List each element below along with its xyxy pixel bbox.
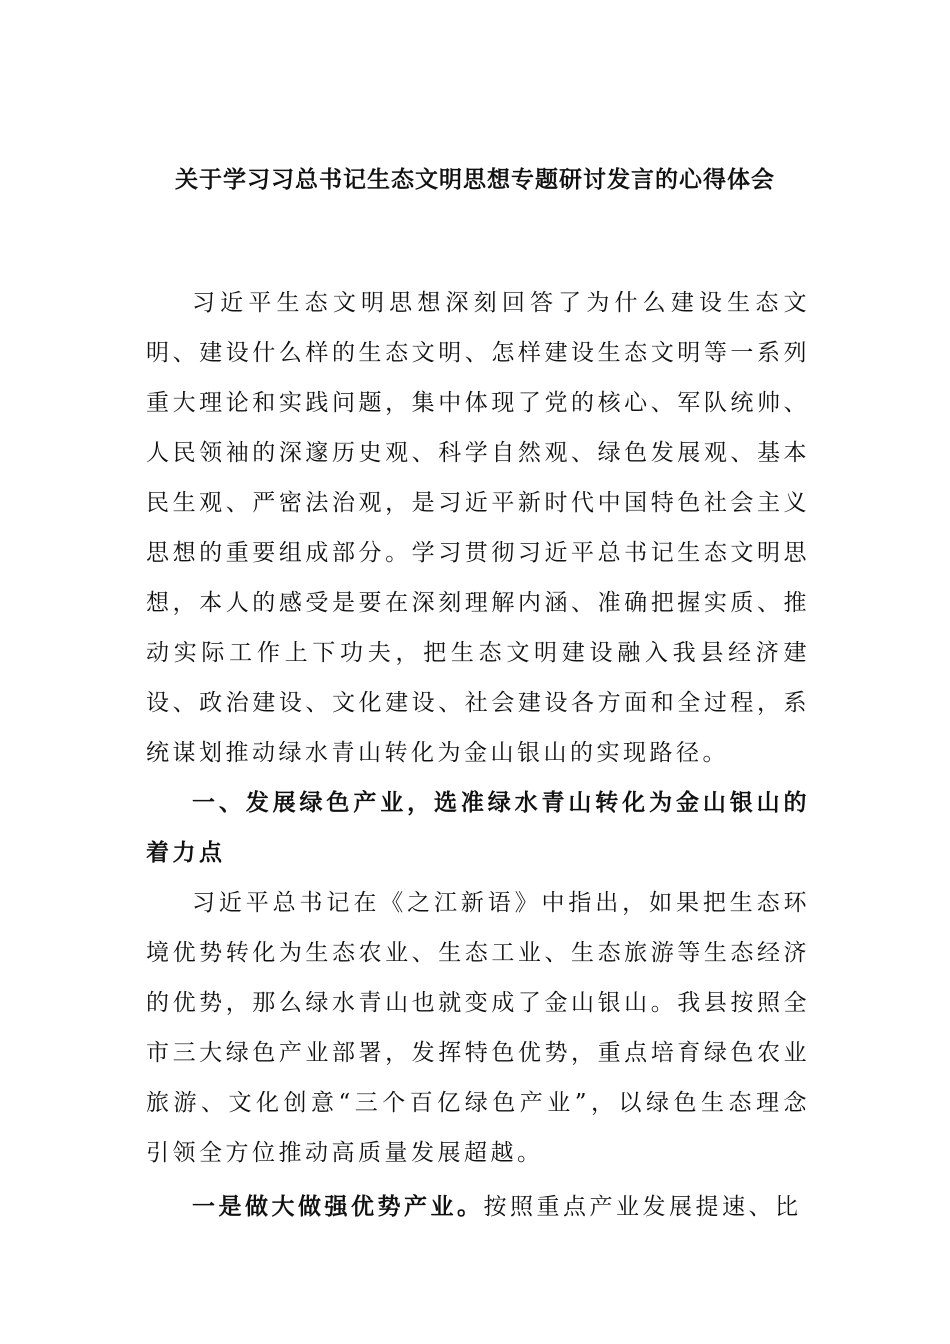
section-1-heading: 一、发展绿色产业，选准绿水青山转化为金山银山的着力点 <box>146 789 810 866</box>
section-1-paragraph: 习近平总书记在《之江新语》中指出，如果把生态环境优势转化为生态农业、生态工业、生态旅游等生态经济的优势，那么绿水青山也就变成了金山银山。我县按照全市三大绿色产业部署，发挥特色优势，重点培育绿色农业旅游、文化创意“三个百亿绿色产业”，以绿色生态理念引领全方位推动高质量发展超越。 <box>146 890 810 1166</box>
document-body <box>146 278 810 1232</box>
document-title: 关于学习习总书记生态文明思想专题研讨发言的心得体会 <box>175 166 775 193</box>
item-1-lead: 一是做大做强优势产业。 <box>192 1193 484 1220</box>
item-1-paragraph <box>146 1182 810 1232</box>
intro-paragraph: 习近平生态文明思想深刻回答了为什么建设生态文明、建设什么样的生态文明、怎样建设生态文明等一系列重大理论和实践问题，集中体现了党的核心、军队统帅、人民领袖的深邃历史观、科学自然观、绿色发展观、基本民生观、严密法治观，是习近平新时代中国特色社会主义思想的重要组成部分。学习贯彻习近平总书记生态文明思想，本人的感受是要在深刻理解内涵、准确把握实质、推动实际工作上下功夫，把生态文明建设融入我县经济建设、政治建设、文化建设、社会建设各方面和全过程，系统谋划推动绿水青山转化为金山银山的实现路径。 <box>146 290 810 766</box>
item-1-text: 按照重点产业发展提速、比 <box>483 1194 802 1220</box>
